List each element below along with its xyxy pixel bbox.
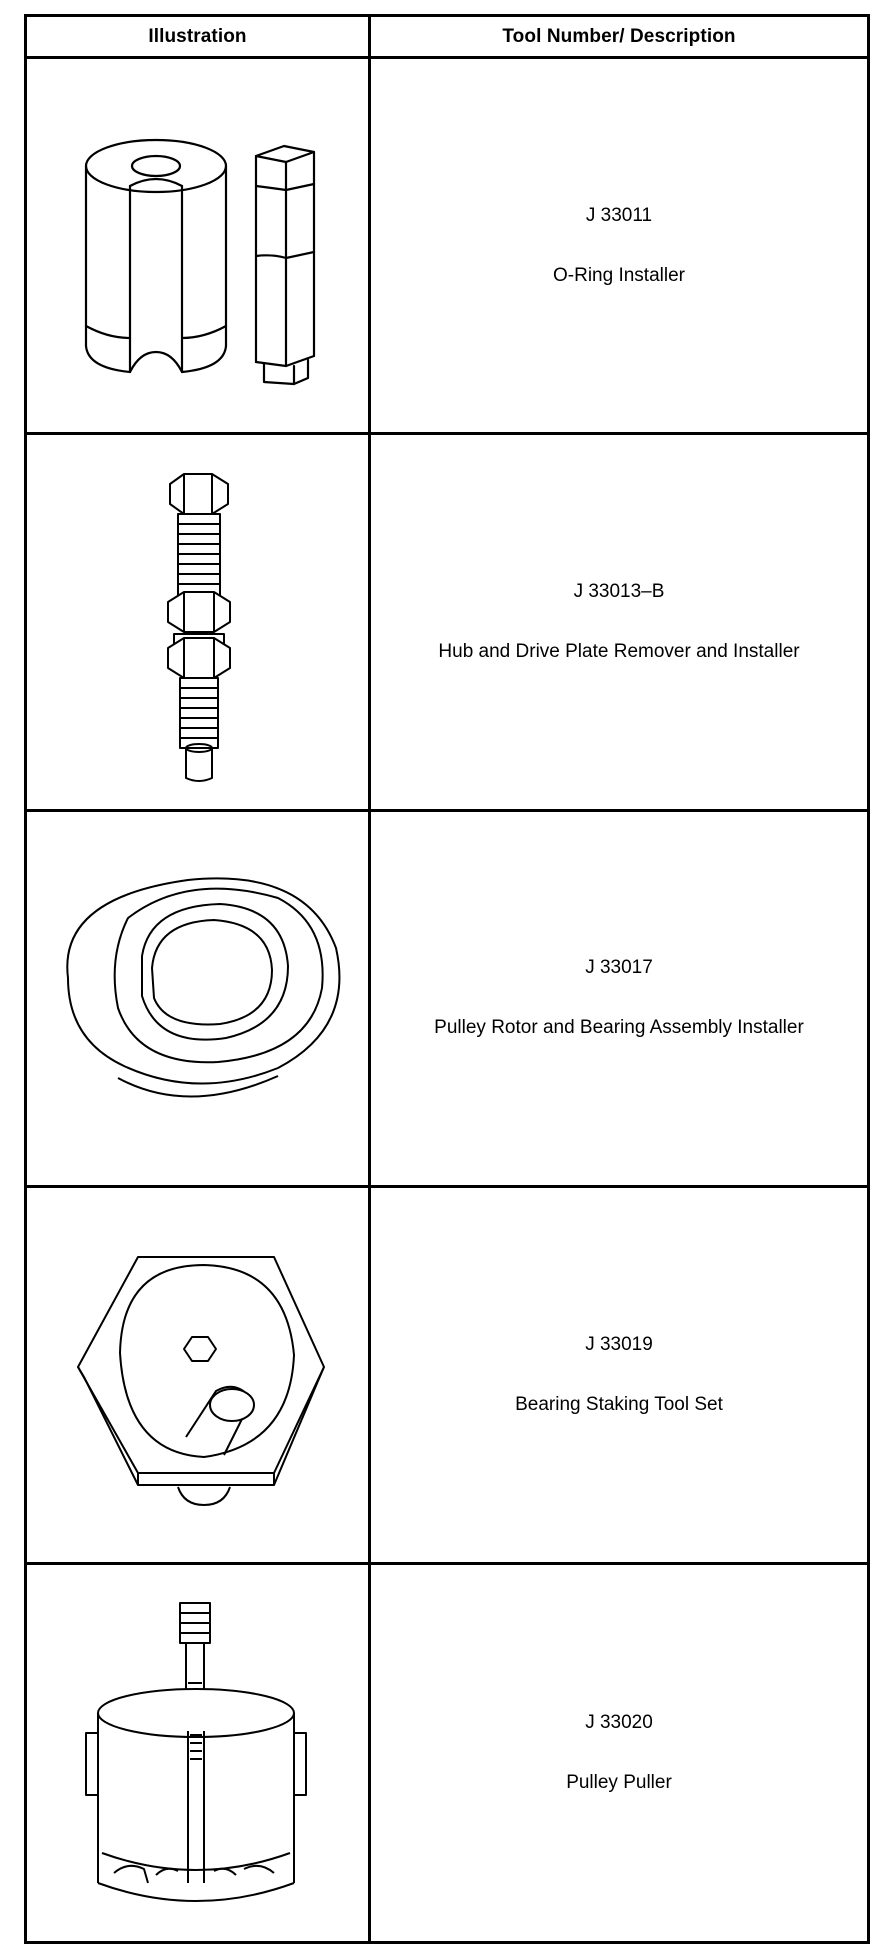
- pulley-puller-icon: [38, 1583, 358, 1923]
- description-cell-2: [371, 435, 867, 811]
- tool-description-1: O-Ring Installer: [553, 264, 685, 286]
- tool-description-4: Bearing Staking Tool Set: [515, 1393, 723, 1415]
- illustration-cell-3: [27, 812, 371, 1188]
- header-illustration-label: Illustration: [148, 25, 247, 47]
- header-description-label: Tool Number/ Description: [502, 25, 736, 47]
- pulley-rotor-installer-icon: [38, 828, 358, 1168]
- tool-description-5: Pulley Puller: [566, 1771, 672, 1793]
- description-cell-4: [371, 1188, 867, 1564]
- o-ring-installer-icon: [38, 76, 358, 416]
- header-illustration: [27, 17, 371, 59]
- tool-number-2: J 33013–B: [573, 581, 665, 603]
- illustration-cell-4: [27, 1188, 371, 1564]
- description-cell-3: [371, 812, 867, 1188]
- tool-number-1: J 33011: [585, 204, 653, 226]
- illustration-cell-5: [27, 1565, 371, 1941]
- tool-number-5: J 33020: [585, 1711, 653, 1733]
- tool-number-3: J 33017: [585, 957, 653, 979]
- description-cell-1: [371, 59, 867, 435]
- description-cell-5: [371, 1565, 867, 1941]
- tool-description-3: Pulley Rotor and Bearing Assembly Installer: [434, 1017, 804, 1039]
- tool-description-2: Hub and Drive Plate Remover and Installer: [438, 641, 800, 663]
- header-description: [371, 17, 867, 59]
- tool-number-4: J 33019: [585, 1333, 653, 1355]
- bearing-staking-tool-icon: [38, 1205, 358, 1545]
- illustration-cell-1: [27, 59, 371, 435]
- tool-table: [24, 14, 870, 1944]
- illustration-cell-2: [27, 435, 371, 811]
- hub-drive-plate-tool-icon: [38, 452, 358, 792]
